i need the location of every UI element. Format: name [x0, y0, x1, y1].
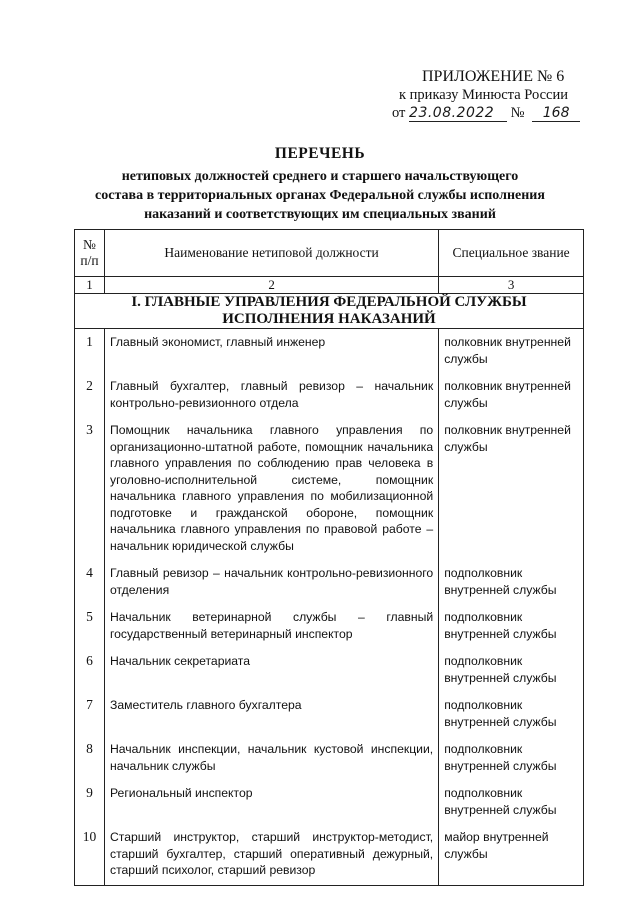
row-number: 3	[75, 417, 105, 560]
document-heading	[40, 144, 600, 224]
heading-title: ПЕРЕЧЕНЬ	[274, 145, 366, 162]
row-rank: подполковник внутренней службы	[439, 560, 584, 604]
annex-order: к приказу Минюста России	[399, 87, 568, 103]
row-rank: подполковник внутренней службы	[439, 604, 584, 648]
table-row	[75, 824, 584, 885]
heading-line-2: состава в территориальных органах Федеральной службы исполнения	[95, 188, 545, 203]
row-position-name: Начальник ветеринарной службы – главный государственный ветеринарный инспектор	[104, 604, 438, 648]
row-number: 6	[75, 648, 105, 692]
number-prefix: №	[510, 105, 525, 121]
table-row	[75, 604, 584, 648]
row-rank: полковник внутренней службы	[439, 329, 584, 374]
row-number: 2	[75, 373, 105, 417]
annex-date-line	[392, 104, 592, 122]
row-number: 10	[75, 824, 105, 885]
row-position-name: Заместитель главного бухгалтера	[104, 692, 438, 736]
annex-block	[392, 68, 592, 122]
row-number: 7	[75, 692, 105, 736]
column-index: 3	[439, 277, 584, 294]
section-heading-line-2: ИСПОЛНЕНИЯ НАКАЗАНИЙ	[222, 311, 436, 327]
row-number: 8	[75, 736, 105, 780]
heading-line-1: нетиповых должностей среднего и старшего начальствующего	[121, 169, 519, 184]
row-position-name: Главный бухгалтер, главный ревизор – начальник контрольно-ревизионного отдела	[104, 373, 438, 417]
table-row	[75, 780, 584, 824]
header-position: Наименование нетиповой должности	[104, 230, 438, 277]
section-heading-row	[75, 294, 584, 329]
row-rank: полковник внутренней службы	[439, 373, 584, 417]
row-position-name: Региональный инспектор	[104, 780, 438, 824]
row-rank: полковник внутренней службы	[439, 417, 584, 560]
header-number: № п/п	[75, 230, 105, 277]
positions-table	[74, 229, 584, 886]
column-index: 2	[104, 277, 438, 294]
row-number: 5	[75, 604, 105, 648]
row-rank: подполковник внутренней службы	[439, 736, 584, 780]
table-row	[75, 560, 584, 604]
table-row	[75, 692, 584, 736]
table-row	[75, 329, 584, 374]
handwritten-date: 23.08.2022	[409, 105, 507, 122]
row-number: 9	[75, 780, 105, 824]
annex-title: ПРИЛОЖЕНИЕ № 6	[422, 68, 565, 85]
column-index-row	[75, 277, 584, 294]
table-header-row	[75, 230, 584, 277]
section-heading	[75, 294, 584, 329]
heading-line-3: наказаний и соответствующих им специальных званий	[144, 207, 496, 222]
table-row	[75, 736, 584, 780]
column-index: 1	[75, 277, 105, 294]
table-row	[75, 417, 584, 560]
table-row	[75, 373, 584, 417]
row-rank: майор внутренней службы	[439, 824, 584, 885]
section-heading-line-1: I. ГЛАВНЫЕ УПРАВЛЕНИЯ ФЕДЕРАЛЬНОЙ СЛУЖБЫ	[131, 294, 527, 310]
row-position-name: Начальник секретариата	[104, 648, 438, 692]
table-body	[75, 329, 584, 886]
row-rank: подполковник внутренней службы	[439, 648, 584, 692]
handwritten-number: 168	[532, 105, 580, 122]
row-position-name: Помощник начальника главного управления по организационно-штатной работе, помощник начальника главного управления по соблюдению прав человека в уголовно-исполнительной системе, помощник начальника главного управления по мобилизационной подготовке и гражданской обороне, помощник начальника главного управления по правовой работе – начальник юридической службы	[104, 417, 438, 560]
table-row	[75, 648, 584, 692]
row-number: 1	[75, 329, 105, 374]
header-rank: Специальное звание	[439, 230, 584, 277]
row-position-name: Старший инструктор, старший инструктор-методист, старший бухгалтер, старший оперативный дежурный, старший психолог, старший ревизор	[104, 824, 438, 885]
row-position-name: Главный экономист, главный инженер	[104, 329, 438, 374]
row-rank: подполковник внутренней службы	[439, 692, 584, 736]
row-position-name: Начальник инспекции, начальник кустовой инспекции, начальник службы	[104, 736, 438, 780]
date-prefix: от	[392, 105, 406, 121]
row-number: 4	[75, 560, 105, 604]
row-rank: подполковник внутренней службы	[439, 780, 584, 824]
row-position-name: Главный ревизор – начальник контрольно-ревизионного отделения	[104, 560, 438, 604]
